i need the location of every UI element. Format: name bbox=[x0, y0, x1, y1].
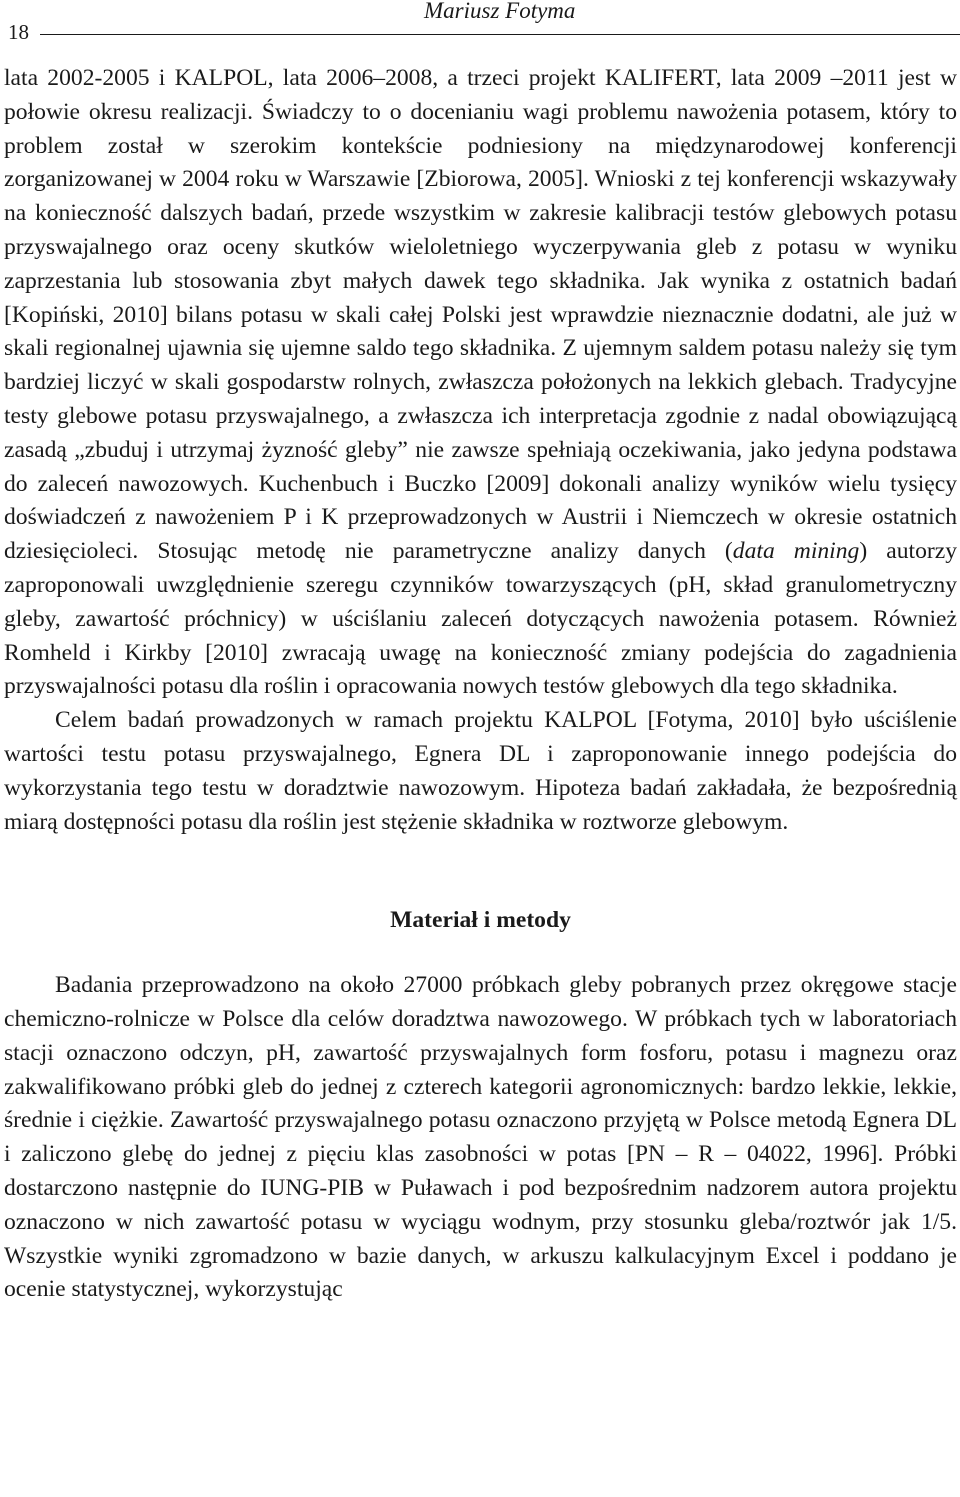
page-number: 18 bbox=[8, 20, 29, 44]
italic-term: data mining bbox=[732, 538, 860, 565]
paragraph-text: ) autorzy zaproponowali uwzględnienie szeregu czynników towarzyszących (pH, skład granulometryczny gleby, zawartość próchnicy) w uściślaniu zaleceń dotyczących nawożenia potasem. Również Romheld i Kirkby [2010] zwracają uwagę na konieczność zmiany podejścia do zagadnienia przyswajalności potasu dla roślin i opracowania nowych testów glebowych dla tego składnika. bbox=[4, 538, 957, 700]
paragraph-text: lata 2002-2005 i KALPOL, lata 2006–2008, a trzeci projekt KALIFERT, lata 2009 –2011 jest w połowie okresu realizacji. Świadczy to o docenianiu wagi problemu nawożenia potasem, który to problem został w szerokim kontekście podniesiony na międzynarodowej konferencji zorganizowanej w 2004 roku w Warszawie [Zbiorowa, 2005]. Wnioski z tej konferencji wskazywały na konieczność dalszych badań, przede wszystkim w zakresie kalibracji testów glebowych potasu przyswajalnego oraz oceny skutków wieloletniego wyczerpywania gleb z potasu w wyniku zaprzestania lub stosowania zbyt małych dawek tego składnika. Jak wynika z ostatnich badań [Kopiński, 2010] bilans potasu w skali całej Polski jest wprawdzie nieznacznie dodatni, ale już w skali regionalnej ujawnia się ujemne saldo tego składnika. Z ujemnym saldem potasu należy się tym bardziej liczyć w skali gospodarstw rolnych, zwłaszcza położonych na lekkich glebach. Tradycyjne testy glebowe potasu przyswajalnego, a zwłaszcza ich interpretacja zgodnie z nadal obowiązującą zasadą „zbuduj i utrzymaj żyzność gleby” nie zawsze spełniają oczekiwania, jako jedyna podstawa do zaleceń nawozowych. Kuchenbuch i Buczko [2009] dokonali analizy wyników wielu tysięcy doświadczeń z nawożeniem P i K przeprowadzonych w Austrii i Niemczech w okresie ostatnich dziesięcioleci. Stosując metodę nie parametryczne analizy danych ( bbox=[4, 65, 957, 565]
running-head-author: Mariusz Fotyma bbox=[424, 0, 576, 23]
body-text bbox=[4, 62, 957, 1307]
page-header bbox=[0, 0, 960, 46]
paragraph-research-goal: Celem badań prowadzonych w ramach projektu KALPOL [Fotyma, 2010] było uściślenie wartości testu potasu przyswajalnego, Egnera DL i zaproponowanie innego podejścia do wykorzystania tego testu w doradztwie nawozowym. Hipoteza badań zakładała, że bezpośrednią miarą dostępności potasu dla roślin jest stężenie składnika w roztworze glebowym. bbox=[4, 707, 957, 835]
paragraph-methods: Badania przeprowadzono na około 27000 próbkach gleby pobranych przez okręgowe stacje chemiczno-rolnicze w Polsce dla celów doradztwa nawozowego. W próbkach tych w laboratoriach stacji oznaczono odczyn, pH, zawartość przyswajalnych form fosforu, potasu i magnezu oraz zakwalifikowano próbki gleb do jednej z czterech kategorii agronomicznych: bardzo lekkie, lekkie, średnie i ciężkie. Zawartość przyswajalnego potasu oznaczono przyjętą w Polsce metodą Egnera DL i zaliczono glebę do jednej z pięciu klas zasobności w potas [PN – R – 04022, 1996]. Próbki dostarczono następnie do IUNG-PIB w Puławach i pod bezpośrednim nadzorem autora projektu oznaczono w nich zawartość potasu w wyciągu wodnym, przy stosunku gleba/roztwór jak 1/5. Wszystkie wyniki zgromadzono w bazie danych, w arkuszu kalkulacyjnym Excel i poddano je ocenie statystycznej, wykorzystując bbox=[4, 972, 957, 1303]
header-rule bbox=[40, 34, 960, 35]
section-heading: Materiał i metody bbox=[390, 907, 571, 934]
paragraph-intro-continued bbox=[4, 62, 957, 704]
